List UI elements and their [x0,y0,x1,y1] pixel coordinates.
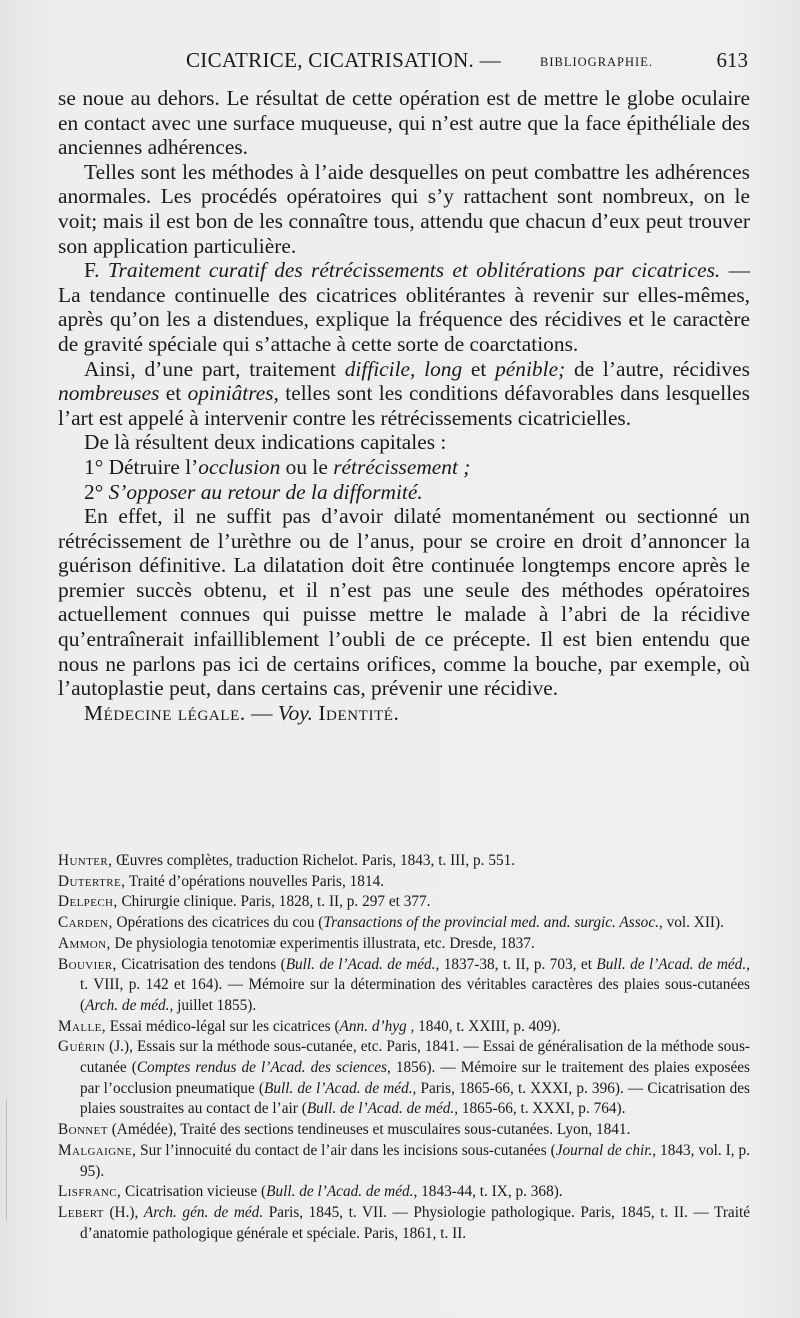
header-title: CICATRICE, CICATRISATION. — [186,48,501,72]
biblio-entry [58,913,750,934]
biblio-entry [58,872,750,893]
indication-2-number: 2° [84,479,104,504]
page-number: 613 [716,48,748,72]
biblio-entry [58,955,750,1017]
indication-1-text-b: ou le [285,454,328,479]
indication-2 [58,480,750,505]
biblio-author: Delpech, [58,893,118,911]
biblio-author: Dutertre, [58,872,126,890]
biblio-text: (J.), Essais sur la méthode sous-cutanée, etc. Paris, 1841. — Essai de généralisation de la méthode sous-cutanée ( [80,1038,750,1077]
biblio-source: Arch. gén. de méd. [143,1203,264,1221]
biblio-entry [58,1037,750,1120]
p4-text-b: et [470,356,487,381]
biblio-entry [58,934,750,955]
paragraph-3-text: — La tendance continuelle des cicatrices oblitérantes à revenir sur elles-mêmes, après qu’on les a distendues, explique la fréquence des récidives et le caractère de gravité spéciale qui s’attache à cette sorte de coarctations. [58,258,750,356]
biblio-text: (Amédée), Traité des sections tendineuses et musculaires sous-cutanées. Lyon, 1841. [107,1121,631,1139]
biblio-entry [58,892,750,913]
biblio-author: Bonnet [58,1121,108,1139]
p4-text-d: et [165,381,182,406]
p4-italic-2: pénible; [495,356,566,381]
indication-1 [58,455,750,480]
biblio-text: Traité d’opérations nouvelles Paris, 1814. [125,872,385,890]
indication-1-number: 1° [84,454,104,479]
biblio-text: Essai médico-légal sur les cicatrices ( [105,1017,340,1035]
biblio-text: Opérations des cicatrices du cou ( [112,914,324,932]
scan-edge-mark [6,1100,7,1220]
biblio-text: t. VIII, p. 142 et 164). — Mémoire sur la détermination des véritables caractères des plaies sous-cutanées ( [80,976,750,1014]
paragraph-7 [58,701,750,726]
biblio-source: Bull. de l’Acad. de méd., [596,955,750,973]
bibliography [58,851,750,1244]
biblio-text: 1843-44, t. IX, p. 368). [417,1183,563,1201]
biblio-source: Comptes rendus de l’Acad. des sciences, [136,1059,391,1077]
p7-dash: — [251,700,273,725]
indication-1-text-a: Détruire l’ [108,454,199,479]
biblio-author: Malle, [58,1017,106,1035]
biblio-entry [58,1120,750,1141]
biblio-entry [58,1017,750,1038]
biblio-text: 1837-38, t. II, p. 703, et [439,955,597,973]
paragraph-3 [58,258,750,356]
p4-italic-1: difficile, long [344,356,463,381]
biblio-text: Sur l’innocuité du contact de l’air dans les incisions sous-cutanées ( [136,1141,556,1159]
biblio-text: Paris, 1865-66, t. XXXI, p. 396). — Cicatrisation des plaies soustraites au contact de l’air ( [80,1079,750,1118]
p4-text-c: de l’autre, récidives [573,356,750,381]
biblio-text: juillet 1855). [173,996,257,1014]
biblio-source: Transactions of the provincial med. and. surgic. Assoc., [323,914,663,932]
biblio-text: De physiologia tenotomiæ experimentis illustrata, etc. Dresde, 1837. [110,934,535,952]
biblio-text: vol. XII). [662,914,724,932]
forensic-heading: Médecine légale. [84,700,246,725]
indication-2-text: S’opposer au retour de la difformité. [108,479,423,504]
paragraph-5: De là résultent deux indications capitales : [84,430,447,455]
biblio-source: Journal de chir., [555,1141,657,1159]
p4-text-e: telles sont les conditions défavorables dans lesquelles l’art est appelé à intervenir contre les rétrécissements cicatricielles. [58,381,750,430]
biblio-author: Lebert [58,1203,104,1221]
biblio-source: Bull. de l’Acad. de méd., [263,1079,417,1097]
biblio-author: Lisfranc, [58,1183,122,1201]
biblio-text: (H.), [103,1203,144,1221]
p4-italic-3: nombreuses [58,381,160,406]
biblio-entry [58,1141,750,1182]
biblio-entry [58,1203,750,1244]
biblio-text: 1840, t. XXIII, p. 409). [414,1017,561,1035]
biblio-text: Cicatrisation des tendons ( [116,955,286,973]
running-header [58,46,748,76]
biblio-source: Bull. de l’Acad. de méd., [266,1183,418,1201]
main-text [58,86,750,725]
indication-1-italic-2: rétrécissement ; [333,454,471,479]
paragraph-1: se noue au dehors. Le résultat de cette opération est de mettre le globe oculaire en contact avec une surface muqueuse, qui n’est autre que la face épithéliale des anciennes adhérences. [58,86,750,160]
biblio-author: Carden, [58,914,113,932]
paragraph-4 [58,357,750,431]
biblio-entry [58,851,750,872]
section-letter: F. [84,258,100,283]
biblio-source: Bull. de l’Acad. de méd., [285,955,440,973]
paragraph-6: En effet, il ne suffit pas d’avoir dilaté momentanément ou sectionné un rétrécissement de l’urèthre ou de l’anus, pour se croire en droit d’annoncer la guérison définitive. La dilatation doit être continuée longtemps encore après le premier succès obtenu, et il n’est pas une seule des méthodes opératoires actuellement connues qui puisse mettre le malade à l’abri de la récidive qu’entraînerait infailliblement l’oubli de ce précepte. Il est bien entendu que nous ne parlons pas ici de certains orifices, comme la bouche, par exemple, où l’autoplastie peut, dans certains cas, prévenir une récidive. [58,504,750,701]
p4-italic-4: opiniâtres, [187,381,279,406]
biblio-source: Bull. de l’Acad. de méd., [306,1100,459,1118]
section-title: Traitement curatif des rétrécissements et oblitérations par cicatrices. [107,258,721,283]
biblio-author: Bouvier, [58,955,117,973]
biblio-author: Malgaigne, [58,1141,137,1159]
cross-reference: Identité. [318,700,400,725]
biblio-text: Cicatrisation vicieuse ( [121,1183,267,1201]
biblio-text: 1856). — Mémoire sur le traitement des plaies exposées par l’occlusion pneumatique ( [80,1059,751,1097]
biblio-source: Arch. de méd., [85,996,174,1014]
biblio-entry [58,1182,750,1203]
p4-text-a: Ainsi, d’une part, traitement [84,356,336,381]
biblio-text: 1843, vol. I, p. 95). [80,1141,750,1180]
header-subtitle: BIBLIOGRAPHIE. [540,55,653,69]
biblio-text: 1865-66, t. XXXI, p. 764). [458,1100,626,1118]
biblio-text: Chirurgie clinique. Paris, 1828, t. II, p. 297 et 377. [117,893,431,911]
biblio-author: Guérin [58,1038,106,1056]
indication-1-italic-1: occlusion [198,454,281,479]
biblio-author: Hunter, [58,852,113,869]
biblio-text: Paris, 1845, t. VII. — Physiologie pathologique. Paris, 1845, t. II. — Traité d’anatomie pathologique générale et spéciale. Paris, 1861, t. II. [80,1203,750,1242]
biblio-text: Œuvres complètes, traduction Richelot. Paris, 1843, t. III, p. 551. [112,852,516,869]
p7-voy: Voy. [277,700,313,725]
paragraph-2: Telles sont les méthodes à l’aide desquelles on peut combattre les adhérences anormales. Les procédés opératoires qui s’y rattachent sont nombreux, on le voit; mais il est bon de les connaître tous, attendu que chacun d’eux peut trouver son application particulière. [58,159,750,258]
biblio-author: Ammon, [58,934,111,952]
biblio-source: Ann. d’hyg , [339,1017,415,1035]
